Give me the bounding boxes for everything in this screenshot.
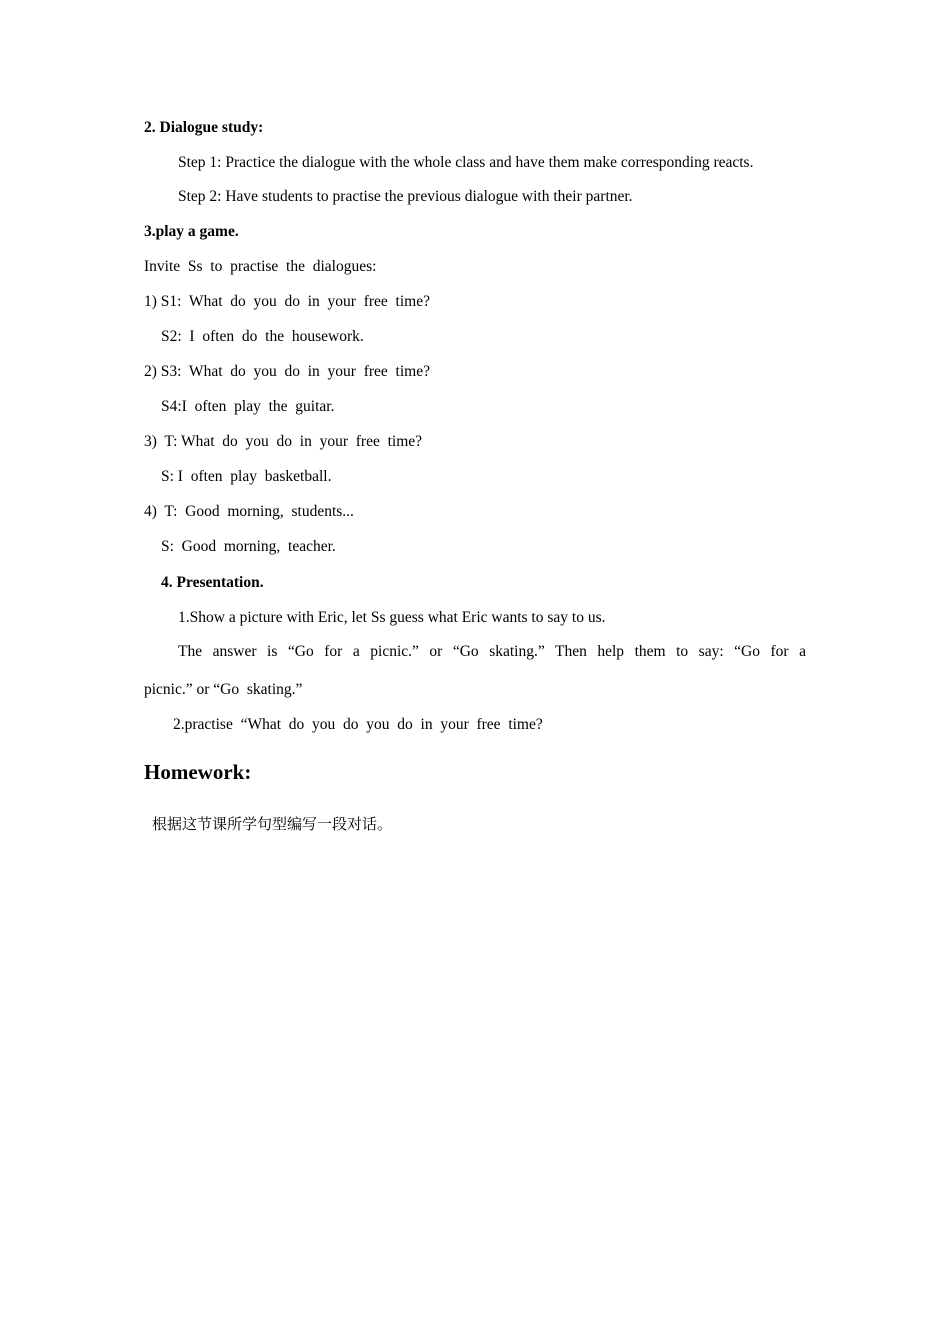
step-1-text: Step 1: Practice the dialogue with the whole class and have them make corresponding reacts. bbox=[178, 154, 754, 171]
section-2-heading: 2. Dialogue study: bbox=[144, 119, 264, 136]
dialogue-4-question: 4) T: Good morning, students... bbox=[144, 503, 354, 520]
presentation-item-1: 1.Show a picture with Eric, let Ss guess what Eric wants to say to us. bbox=[178, 609, 606, 626]
dialogue-1-question: 1) S1: What do you do in your free time? bbox=[144, 293, 430, 310]
game-intro: Invite Ss to practise the dialogues: bbox=[144, 258, 377, 275]
dialogue-4-answer: S: Good morning, teacher. bbox=[161, 538, 336, 555]
presentation-item-1-wrap: picnic.” or “Go skating.” bbox=[144, 681, 303, 698]
dialogue-3-question: 3) T: What do you do in your free time? bbox=[144, 433, 423, 450]
section-4-heading: 4. Presentation. bbox=[161, 574, 264, 591]
section-3-heading: 3.play a game. bbox=[144, 223, 239, 240]
homework-text: 根据这节课所学句型编写一段对话。 bbox=[152, 815, 393, 833]
step-2-text: Step 2: Have students to practise the previous dialogue with their partner. bbox=[178, 188, 633, 205]
dialogue-3-answer: S: I often play basketball. bbox=[161, 468, 332, 485]
dialogue-1-answer: S2: I often do the housework. bbox=[161, 328, 364, 345]
presentation-item-1-continued: The answer is “Go for a picnic.” or “Go skating.” Then help them to say: “Go for a bbox=[178, 643, 806, 660]
dialogue-2-question: 2) S3: What do you do in your free time? bbox=[144, 363, 430, 380]
homework-heading: Homework: bbox=[144, 760, 252, 784]
dialogue-2-answer: S4:I often play the guitar. bbox=[161, 398, 335, 415]
presentation-item-2: 2.practise “What do you do you do in your free time? bbox=[173, 716, 543, 733]
